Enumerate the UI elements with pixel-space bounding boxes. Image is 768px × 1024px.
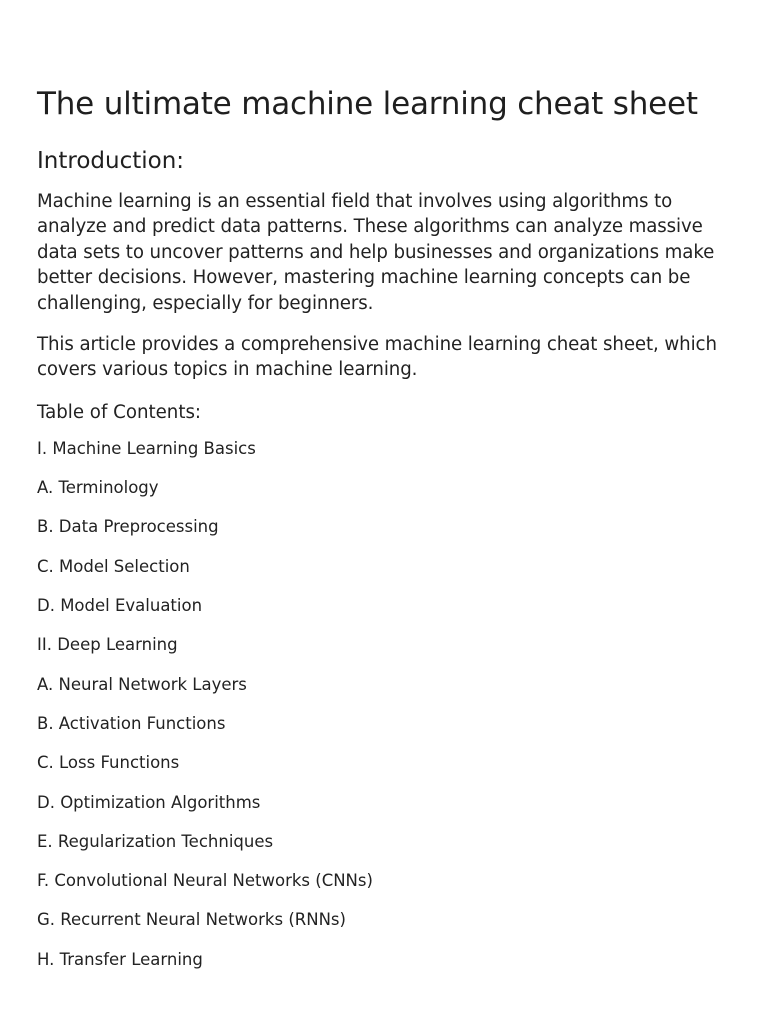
toc-item: A. Neural Network Layers (37, 674, 247, 694)
toc-item: B. Activation Functions (37, 713, 226, 733)
table-of-contents (37, 439, 738, 970)
toc-item: II. Deep Learning (37, 635, 178, 655)
toc-item: D. Model Evaluation (37, 596, 203, 616)
toc-item: F. Convolutional Neural Networks (CNNs) (37, 871, 373, 891)
intro-paragraph: Machine learning is an essential field that involves using algorithms to analyze and predict data patterns. These algorithms can analyze massive data sets to uncover patterns and help businesses and organizations make better decisions. However, mastering machine learning concepts can be challenging, especially for beginners. (37, 191, 715, 314)
toc-item: A. Terminology (37, 478, 159, 498)
toc-item: C. Loss Functions (37, 753, 180, 773)
toc-item: I. Machine Learning Basics (37, 438, 256, 458)
toc-item: D. Optimization Algorithms (37, 792, 261, 812)
toc-item: B. Data Preprocessing (37, 517, 219, 537)
overview-paragraph: This article provides a comprehensive machine learning cheat sheet, which covers various topics in machine learning. (37, 334, 717, 381)
page-title: The ultimate machine learning cheat sheet (37, 86, 698, 122)
toc-item: E. Regularization Techniques (37, 831, 274, 851)
toc-heading: Table of Contents: (37, 401, 202, 423)
toc-item: G. Recurrent Neural Networks (RNNs) (37, 910, 346, 930)
introduction-heading: Introduction: (37, 148, 185, 174)
toc-item: C. Model Selection (37, 556, 190, 576)
toc-item: H. Transfer Learning (37, 949, 203, 969)
